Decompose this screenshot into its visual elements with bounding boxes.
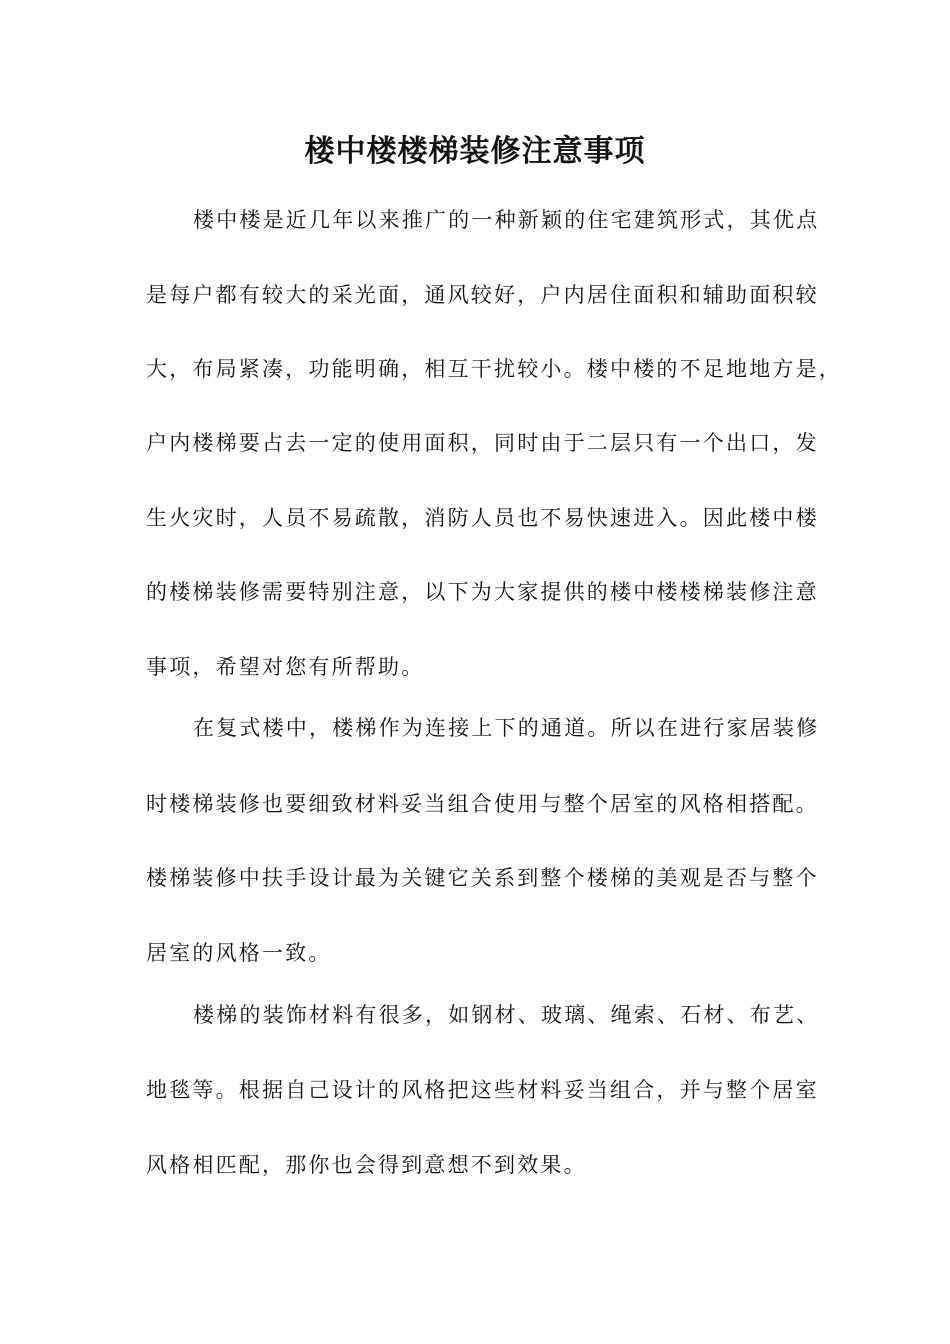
paragraph-2-line-1: 在复式楼中，楼梯作为连接上下的通道。所以在进行家居装修 — [193, 716, 820, 740]
paragraph-1-line-6: 的楼梯装修需要特别注意，以下为大家提供的楼中楼楼梯装修注意 — [146, 580, 819, 604]
paragraph-1-line-1: 楼中楼是近几年以来推广的一种新颖的住宅建筑形式，其优点 — [193, 208, 820, 232]
paragraph-3-line-2: 地毯等。根据自己设计的风格把这些材料妥当组合，并与整个居室 — [146, 1078, 819, 1102]
paragraph-1-line-2: 是每户都有较大的采光面，通风较好，户内居住面积和辅助面积较 — [146, 283, 819, 307]
paragraph-1-line-4: 户内楼梯要占去一定的使用面积，同时由于二层只有一个出口，发 — [146, 431, 819, 455]
paragraph-2-line-3: 楼梯装修中扶手设计最为关键它关系到整个楼梯的美观是否与整个 — [146, 866, 819, 890]
paragraph-2-line-4: 居室的风格一致。 — [146, 941, 332, 965]
paragraph-1-line-3: 大，布局紧凑，功能明确，相互干扰较小。楼中楼的不足地地方是， — [146, 357, 842, 381]
paragraph-2-line-2: 时楼梯装修也要细致材料妥当组合使用与整个居室的风格相搭配。 — [146, 792, 819, 816]
paragraph-1-line-7: 事项，希望对您有所帮助。 — [146, 655, 425, 679]
paragraph-1-line-5: 生火灾时，人员不易疏散，消防人员也不易快速进入。因此楼中楼 — [146, 506, 819, 530]
document-title: 楼中楼楼梯装修注意事项 — [304, 134, 646, 169]
paragraph-3-line-3: 风格相匹配，那你也会得到意想不到效果。 — [146, 1153, 587, 1177]
paragraph-3-line-1: 楼梯的装饰材料有很多，如钢材、玻璃、绳索、石材、布艺、 — [193, 1003, 820, 1027]
